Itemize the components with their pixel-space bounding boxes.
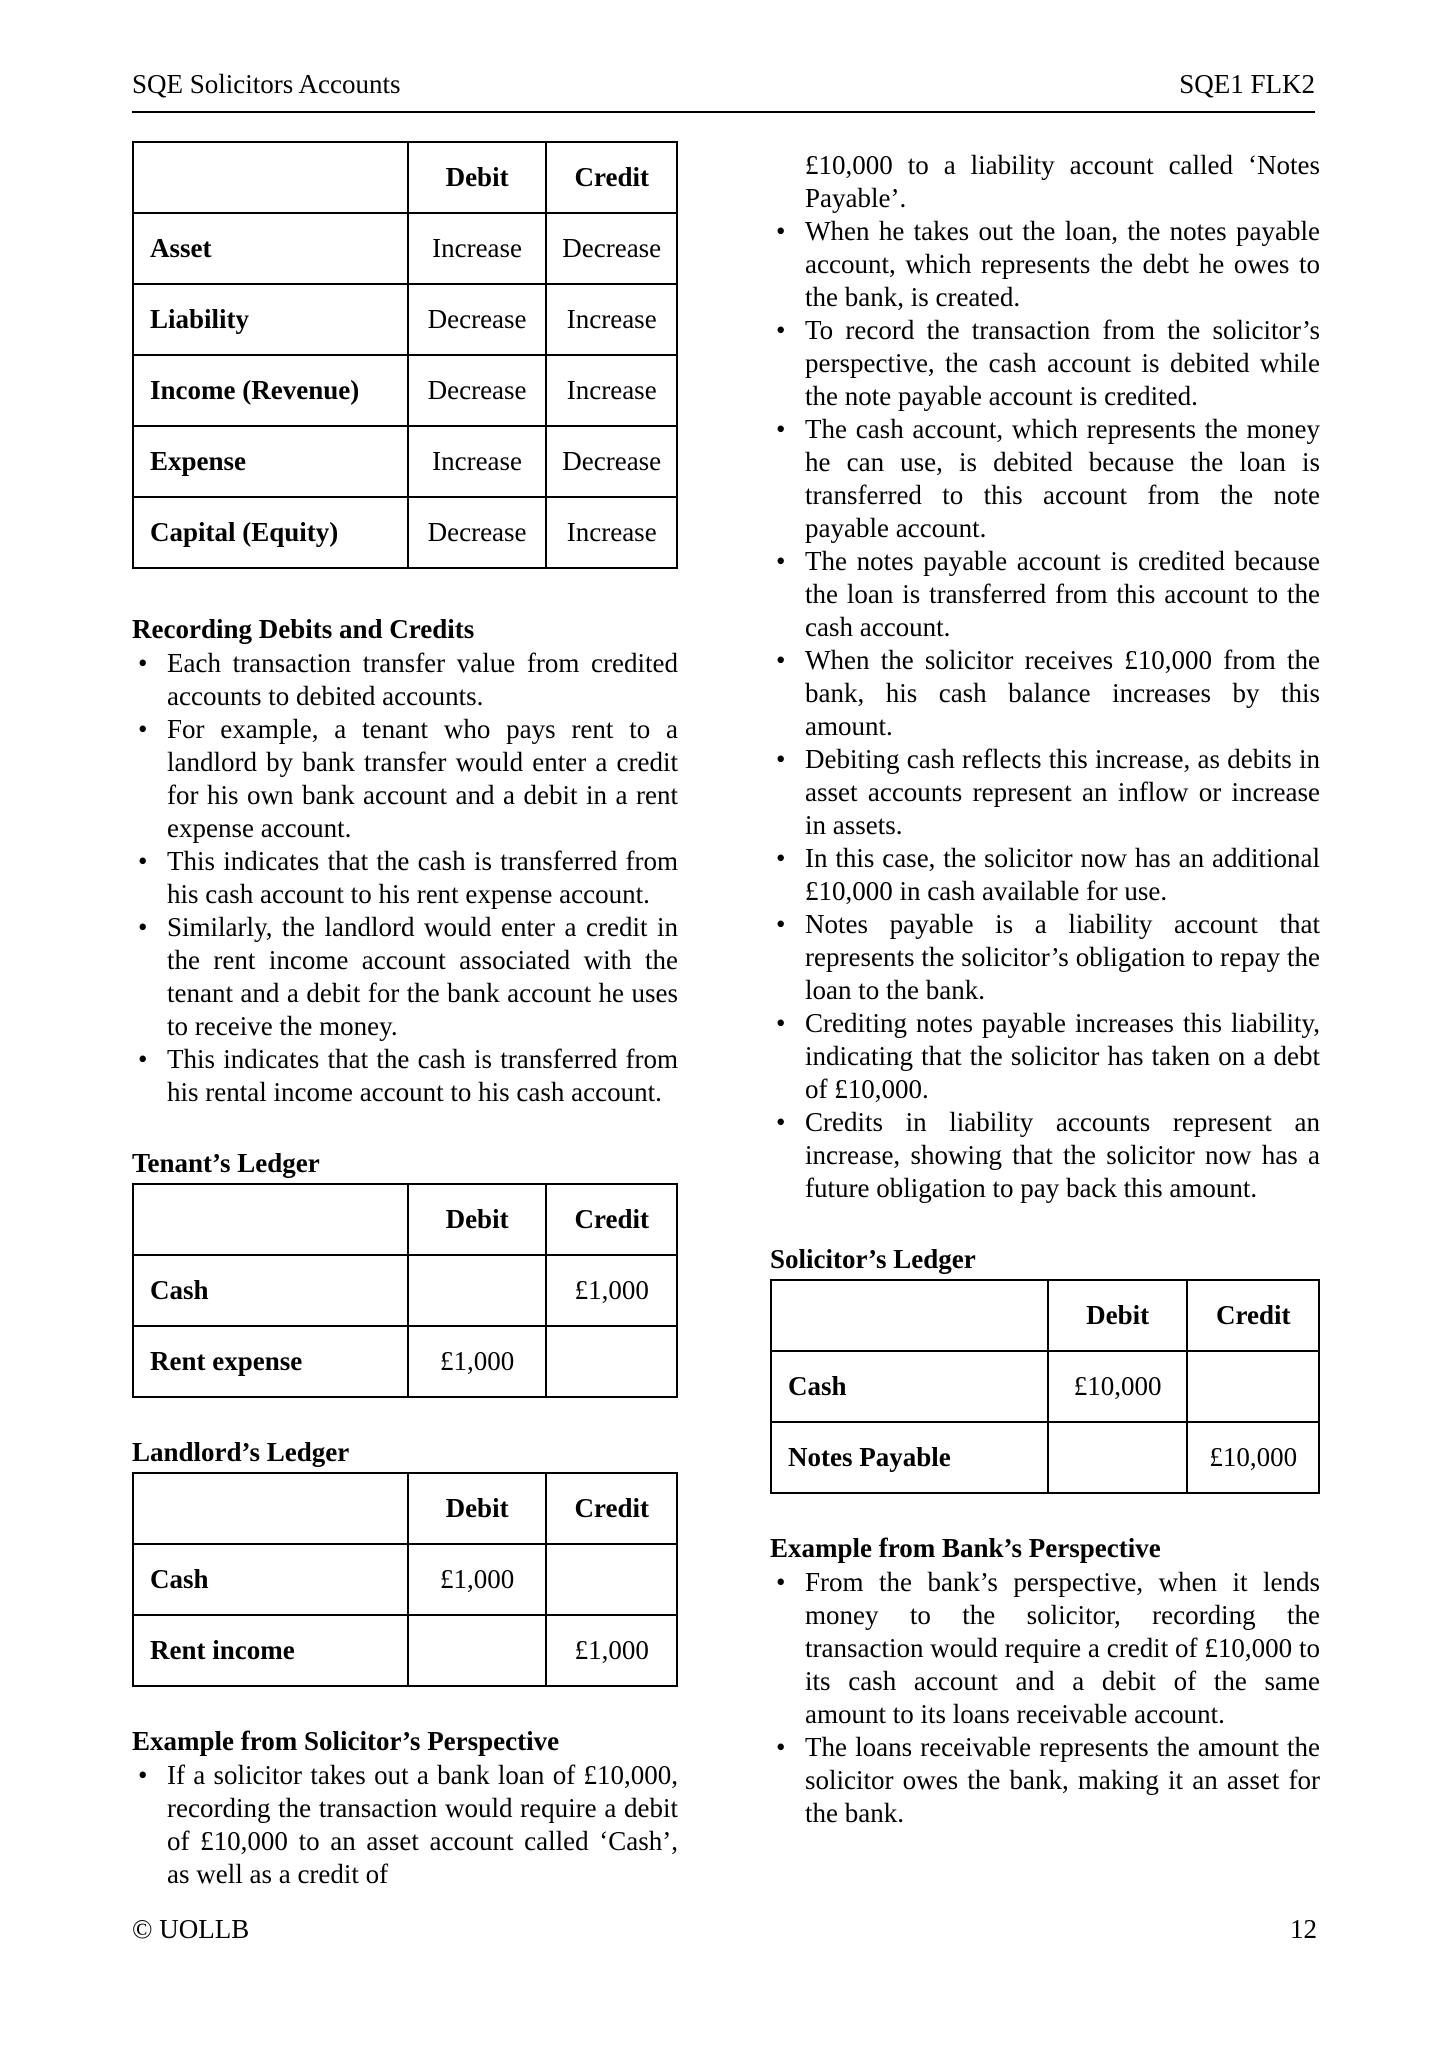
debit-amount-cell: £1,000 <box>408 1326 547 1397</box>
credit-column-header: Credit <box>546 1184 677 1255</box>
table-header-row <box>133 1473 677 1544</box>
credit-amount-cell <box>1187 1351 1319 1422</box>
debit-amount-cell: £10,000 <box>1048 1351 1188 1422</box>
debit-column-header: Debit <box>1048 1280 1188 1351</box>
bullet-item: • The cash account, which represents the money he can use, is debited because the loan is transferred to this account from the note payable account. <box>770 413 1320 545</box>
account-type-cell: Expense <box>133 426 408 497</box>
debit-effect-cell: Decrease <box>408 284 547 355</box>
empty-header-cell <box>133 142 408 213</box>
debit-effect-cell: Increase <box>408 213 547 284</box>
bullet-item: • Similarly, the landlord would enter a credit in the rent income account associated with the tenant and a debit for the bank account he uses to receive the money. <box>132 911 678 1043</box>
bank-example-bullet-list <box>770 1566 1320 1830</box>
debit-amount-cell <box>408 1615 547 1686</box>
account-type-cell: Asset <box>133 213 408 284</box>
credit-effect-cell: Increase <box>546 284 677 355</box>
credit-amount-cell: £1,000 <box>546 1255 677 1326</box>
debit-credit-rules-table <box>132 141 678 569</box>
bullet-item: • To record the transaction from the solicitor’s perspective, the cash account is debited while the note payable account is credited. <box>770 314 1320 413</box>
account-name-cell: Rent expense <box>133 1326 408 1397</box>
bullet-item: • When he takes out the loan, the notes payable account, which represents the debt he owes to the bank, is created. <box>770 215 1320 314</box>
continuation-paragraph: £10,000 to a liability account called ‘Notes Payable’. <box>805 150 1320 213</box>
debit-column-header: Debit <box>408 142 547 213</box>
solicitors-ledger-table <box>770 1279 1320 1494</box>
debit-column-header: Debit <box>408 1184 547 1255</box>
empty-header-cell <box>771 1280 1048 1351</box>
credit-effect-cell: Increase <box>546 497 677 568</box>
account-name-cell: Rent income <box>133 1615 408 1686</box>
table-header-row <box>771 1280 1319 1351</box>
landlords-ledger-table <box>132 1472 678 1687</box>
recording-section-heading: Recording Debits and Credits <box>132 614 475 644</box>
bullet-item: • When the solicitor receives £10,000 from the bank, his cash balance increases by this amount. <box>770 644 1320 743</box>
debit-effect-cell: Decrease <box>408 497 547 568</box>
table-row <box>771 1422 1319 1493</box>
copyright: © UOLLB <box>132 1914 250 1944</box>
table-row <box>771 1351 1319 1422</box>
solicitors-ledger-heading: Solicitor’s Ledger <box>770 1244 976 1274</box>
table-row <box>133 1544 677 1615</box>
bullet-item: • The loans receivable represents the amount the solicitor owes the bank, making it an asset for the bank. <box>770 1731 1320 1830</box>
credit-column-header: Credit <box>546 1473 677 1544</box>
debit-effect-cell: Decrease <box>408 355 547 426</box>
bullet-item: • This indicates that the cash is transferred from his rental income account to his cash account. <box>132 1043 678 1109</box>
bullet-item: • This indicates that the cash is transferred from his cash account to his rent expense account. <box>132 845 678 911</box>
solicitor-example-bullet-list <box>132 1759 678 1891</box>
bullet-item: • Credits in liability accounts represent an increase, showing that the solicitor now has a future obligation to pay back this amount. <box>770 1106 1320 1205</box>
tenants-ledger-table <box>132 1183 678 1398</box>
credit-effect-cell: Decrease <box>546 426 677 497</box>
solicitor-example-heading: Example from Solicitor’s Perspective <box>132 1726 560 1756</box>
account-name-cell: Cash <box>133 1255 408 1326</box>
table-row <box>133 1255 677 1326</box>
credit-effect-cell: Increase <box>546 355 677 426</box>
credit-column-header: Credit <box>546 142 677 213</box>
bullet-item: • Crediting notes payable increases this liability, indicating that the solicitor has taken on a debt of £10,000. <box>770 1007 1320 1106</box>
empty-header-cell <box>133 1473 408 1544</box>
table-row <box>133 426 677 497</box>
debit-effect-cell: Increase <box>408 426 547 497</box>
account-type-cell: Capital (Equity) <box>133 497 408 568</box>
debit-amount-cell <box>1048 1422 1188 1493</box>
page-header <box>132 68 1315 113</box>
page-footer <box>132 1913 1317 1946</box>
table-header-row <box>133 142 677 213</box>
table-row <box>133 1326 677 1397</box>
empty-header-cell <box>133 1184 408 1255</box>
credit-effect-cell: Decrease <box>546 213 677 284</box>
credit-column-header: Credit <box>1187 1280 1319 1351</box>
table-row <box>133 284 677 355</box>
account-name-cell: Cash <box>771 1351 1048 1422</box>
debit-amount-cell: £1,000 <box>408 1544 547 1615</box>
recording-bullet-list <box>132 647 678 1109</box>
account-name-cell: Notes Payable <box>771 1422 1048 1493</box>
bullet-item: • In this case, the solicitor now has an additional £10,000 in cash available for use. <box>770 842 1320 908</box>
account-type-cell: Liability <box>133 284 408 355</box>
debit-column-header: Debit <box>408 1473 547 1544</box>
bullet-item: • The notes payable account is credited because the loan is transferred from this account to the cash account. <box>770 545 1320 644</box>
bullet-item: • Notes payable is a liability account that represents the solicitor’s obligation to repay the loan to the bank. <box>770 908 1320 1007</box>
debit-amount-cell <box>408 1255 547 1326</box>
table-row <box>133 355 677 426</box>
bullet-item: • Each transaction transfer value from credited accounts to debited accounts. <box>132 647 678 713</box>
credit-amount-cell <box>546 1326 677 1397</box>
bullet-item: • From the bank’s perspective, when it lends money to the solicitor, recording the transaction would require a credit of £10,000 to its cash account and a debit of the same amount to its loans receivable account. <box>770 1566 1320 1731</box>
left-column <box>132 135 678 1891</box>
bullet-item: • Debiting cash reflects this increase, as debits in asset accounts represent an inflow or increase in assets. <box>770 743 1320 842</box>
bullet-item: • If a solicitor takes out a bank loan of £10,000, recording the transaction would require a debit of £10,000 to an asset account called ‘Cash’, as well as a credit of <box>132 1759 678 1891</box>
table-row <box>133 1615 677 1686</box>
bank-example-heading: Example from Bank’s Perspective <box>770 1533 1161 1563</box>
credit-amount-cell: £1,000 <box>546 1615 677 1686</box>
table-row <box>133 497 677 568</box>
credit-amount-cell: £10,000 <box>1187 1422 1319 1493</box>
table-header-row <box>133 1184 677 1255</box>
bullet-item: • For example, a tenant who pays rent to a landlord by bank transfer would enter a credit for his own bank account and a debit in a rent expense account. <box>132 713 678 845</box>
account-type-cell: Income (Revenue) <box>133 355 408 426</box>
tenants-ledger-heading: Tenant’s Ledger <box>132 1148 320 1178</box>
right-column <box>770 135 1320 1830</box>
table-row <box>133 213 677 284</box>
header-code: SQE1 FLK2 <box>1179 69 1315 99</box>
credit-amount-cell <box>546 1544 677 1615</box>
account-name-cell: Cash <box>133 1544 408 1615</box>
landlords-ledger-heading: Landlord’s Ledger <box>132 1437 350 1467</box>
page-number: 12 <box>1290 1914 1317 1944</box>
loan-bullet-list <box>770 215 1320 1205</box>
header-title: SQE Solicitors Accounts <box>132 69 401 99</box>
